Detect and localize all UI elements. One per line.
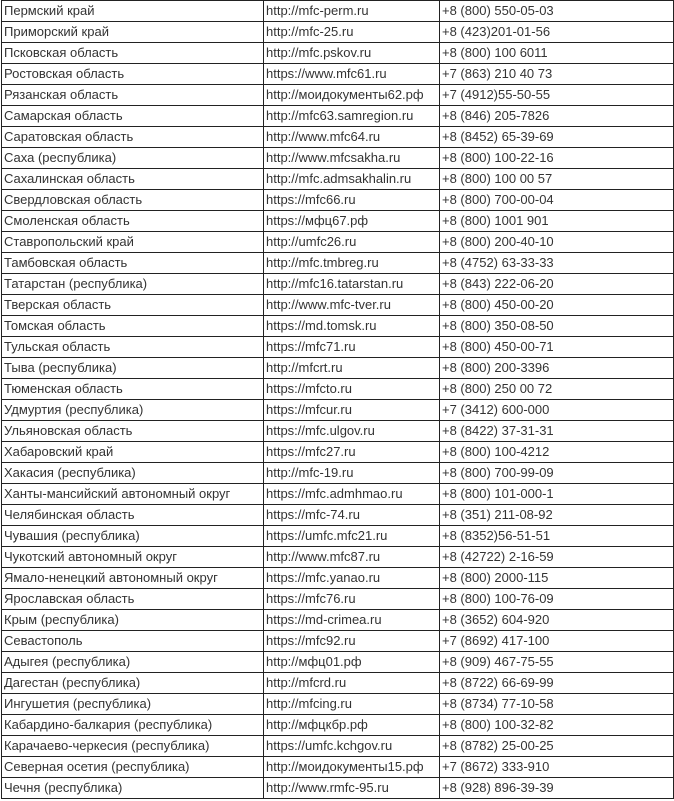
phone-cell: +8 (846) 205-7826 [440,106,674,127]
region-cell: Саха (республика) [2,148,264,169]
region-cell: Тюменская область [2,379,264,400]
phone-cell: +8 (8734) 77-10-58 [440,694,674,715]
table-row [2,253,674,274]
table-row [2,316,674,337]
table-row [2,274,674,295]
website-cell: https://www.mfc61.ru [264,64,440,85]
website-cell: https://umfc.kchgov.ru [264,736,440,757]
phone-cell: +8 (8782) 25-00-25 [440,736,674,757]
website-cell: http://mfc-perm.ru [264,1,440,22]
table-row [2,211,674,232]
phone-cell: +8 (800) 100-76-09 [440,589,674,610]
phone-cell: +8 (928) 896-39-39 [440,778,674,799]
phone-cell: +8 (351) 211-08-92 [440,505,674,526]
phone-cell: +8 (800) 350-08-50 [440,316,674,337]
website-cell: http://mfc-25.ru [264,22,440,43]
phone-cell: +8 (800) 1001 901 [440,211,674,232]
website-cell: https://мфц67.рф [264,211,440,232]
region-cell: Кабардино-балкария (республика) [2,715,264,736]
table-row [2,232,674,253]
table-row [2,442,674,463]
website-cell: http://umfc26.ru [264,232,440,253]
table-row [2,421,674,442]
website-cell: https://mfc.yanao.ru [264,568,440,589]
table-row [2,337,674,358]
region-cell: Чечня (республика) [2,778,264,799]
phone-cell: +8 (800) 700-99-09 [440,463,674,484]
table-row [2,64,674,85]
table-row [2,148,674,169]
table-row [2,547,674,568]
phone-cell: +8 (8452) 65-39-69 [440,127,674,148]
phone-cell: +8 (800) 100 6011 [440,43,674,64]
phone-cell: +8 (800) 100-22-16 [440,148,674,169]
region-cell: Томская область [2,316,264,337]
table-row [2,169,674,190]
website-cell: http://mfc63.samregion.ru [264,106,440,127]
region-cell: Рязанская область [2,85,264,106]
website-cell: http://www.mfcsakha.ru [264,148,440,169]
phone-cell: +7 (3412) 600-000 [440,400,674,421]
website-cell: https://mfc66.ru [264,190,440,211]
region-cell: Адыгея (республика) [2,652,264,673]
phone-cell: +8 (843) 222-06-20 [440,274,674,295]
website-cell: https://md-crimea.ru [264,610,440,631]
region-cell: Удмуртия (республика) [2,400,264,421]
website-cell: https://mfc71.ru [264,337,440,358]
website-cell: http://mfcrt.ru [264,358,440,379]
phone-cell: +7 (8692) 417-100 [440,631,674,652]
website-cell: https://mfc-74.ru [264,505,440,526]
website-cell: http://mfc.tmbreg.ru [264,253,440,274]
region-cell: Челябинская область [2,505,264,526]
website-cell: https://md.tomsk.ru [264,316,440,337]
website-cell: https://mfc.ulgov.ru [264,421,440,442]
phone-cell: +8 (800) 2000-115 [440,568,674,589]
website-cell: http://мфцкбр.рф [264,715,440,736]
region-cell: Пермский край [2,1,264,22]
website-cell: http://mfc16.tatarstan.ru [264,274,440,295]
region-cell: Ростовская область [2,64,264,85]
region-cell: Смоленская область [2,211,264,232]
mfc-contacts-table [1,0,674,799]
table-row [2,85,674,106]
website-cell: http://mfcrd.ru [264,673,440,694]
region-cell: Приморский край [2,22,264,43]
table-row [2,526,674,547]
table-row [2,610,674,631]
website-cell: https://mfcur.ru [264,400,440,421]
phone-cell: +7 (4912)55-50-55 [440,85,674,106]
region-cell: Хакасия (республика) [2,463,264,484]
region-cell: Карачаево-черкесия (республика) [2,736,264,757]
website-cell: http://моидокументы15.рф [264,757,440,778]
website-cell: https://umfc.mfc21.ru [264,526,440,547]
region-cell: Псковская область [2,43,264,64]
website-cell: http://www.mfc64.ru [264,127,440,148]
region-cell: Тверская область [2,295,264,316]
phone-cell: +8 (800) 100 00 57 [440,169,674,190]
website-cell: http://mfcing.ru [264,694,440,715]
table-row [2,400,674,421]
phone-cell: +8 (800) 550-05-03 [440,1,674,22]
table-row [2,736,674,757]
table-row [2,1,674,22]
phone-cell: +8 (8352)56-51-51 [440,526,674,547]
region-cell: Ставропольский край [2,232,264,253]
website-cell: http://www.mfc87.ru [264,547,440,568]
website-cell: http://mfc.pskov.ru [264,43,440,64]
phone-cell: +8 (3652) 604-920 [440,610,674,631]
website-cell: https://mfc76.ru [264,589,440,610]
phone-cell: +8 (800) 101-000-1 [440,484,674,505]
website-cell: http://mfc.admsakhalin.ru [264,169,440,190]
website-cell: https://mfc.admhmao.ru [264,484,440,505]
phone-cell: +8 (800) 250 00 72 [440,379,674,400]
phone-cell: +8 (8422) 37-31-31 [440,421,674,442]
table-row [2,127,674,148]
table-row [2,673,674,694]
table-row [2,778,674,799]
region-cell: Тыва (республика) [2,358,264,379]
region-cell: Ярославская область [2,589,264,610]
table-row [2,358,674,379]
region-cell: Свердловская область [2,190,264,211]
table-row [2,295,674,316]
table-row [2,652,674,673]
table-row [2,757,674,778]
table-row [2,568,674,589]
table-row [2,190,674,211]
region-cell: Саратовская область [2,127,264,148]
region-cell: Дагестан (республика) [2,673,264,694]
phone-cell: +8 (800) 200-40-10 [440,232,674,253]
phone-cell: +8 (42722) 2-16-59 [440,547,674,568]
region-cell: Ханты-мансийский автономный округ [2,484,264,505]
phone-cell: +8 (800) 200-3396 [440,358,674,379]
website-cell: https://mfcto.ru [264,379,440,400]
website-cell: http://www.rmfc-95.ru [264,778,440,799]
table-row [2,463,674,484]
table-row [2,106,674,127]
region-cell: Чукотский автономный округ [2,547,264,568]
region-cell: Ульяновская область [2,421,264,442]
table-row [2,589,674,610]
table-row [2,379,674,400]
phone-cell: +8 (8722) 66-69-99 [440,673,674,694]
phone-cell: +7 (863) 210 40 73 [440,64,674,85]
website-cell: https://mfc92.ru [264,631,440,652]
region-cell: Чувашия (республика) [2,526,264,547]
phone-cell: +8 (800) 700-00-04 [440,190,674,211]
phone-cell: +8 (909) 467-75-55 [440,652,674,673]
table-row [2,505,674,526]
phone-cell: +8 (800) 450-00-71 [440,337,674,358]
region-cell: Ямало-ненецкий автономный округ [2,568,264,589]
region-cell: Тамбовская область [2,253,264,274]
phone-cell: +8 (800) 100-32-82 [440,715,674,736]
table-row [2,694,674,715]
region-cell: Самарская область [2,106,264,127]
table-row [2,22,674,43]
table-row [2,484,674,505]
website-cell: http://www.mfc-tver.ru [264,295,440,316]
phone-cell: +8 (423)201-01-56 [440,22,674,43]
region-cell: Северная осетия (республика) [2,757,264,778]
region-cell: Севастополь [2,631,264,652]
region-cell: Татарстан (республика) [2,274,264,295]
phone-cell: +8 (4752) 63-33-33 [440,253,674,274]
table-row [2,715,674,736]
website-cell: http://mfc-19.ru [264,463,440,484]
region-cell: Крым (республика) [2,610,264,631]
website-cell: http://мфц01.рф [264,652,440,673]
website-cell: http://моидокументы62.рф [264,85,440,106]
phone-cell: +7 (8672) 333-910 [440,757,674,778]
region-cell: Сахалинская область [2,169,264,190]
table-body [2,1,674,799]
phone-cell: +8 (800) 100-4212 [440,442,674,463]
region-cell: Хабаровский край [2,442,264,463]
table-row [2,631,674,652]
region-cell: Тульская область [2,337,264,358]
website-cell: https://mfc27.ru [264,442,440,463]
phone-cell: +8 (800) 450-00-20 [440,295,674,316]
region-cell: Ингушетия (республика) [2,694,264,715]
table-row [2,43,674,64]
